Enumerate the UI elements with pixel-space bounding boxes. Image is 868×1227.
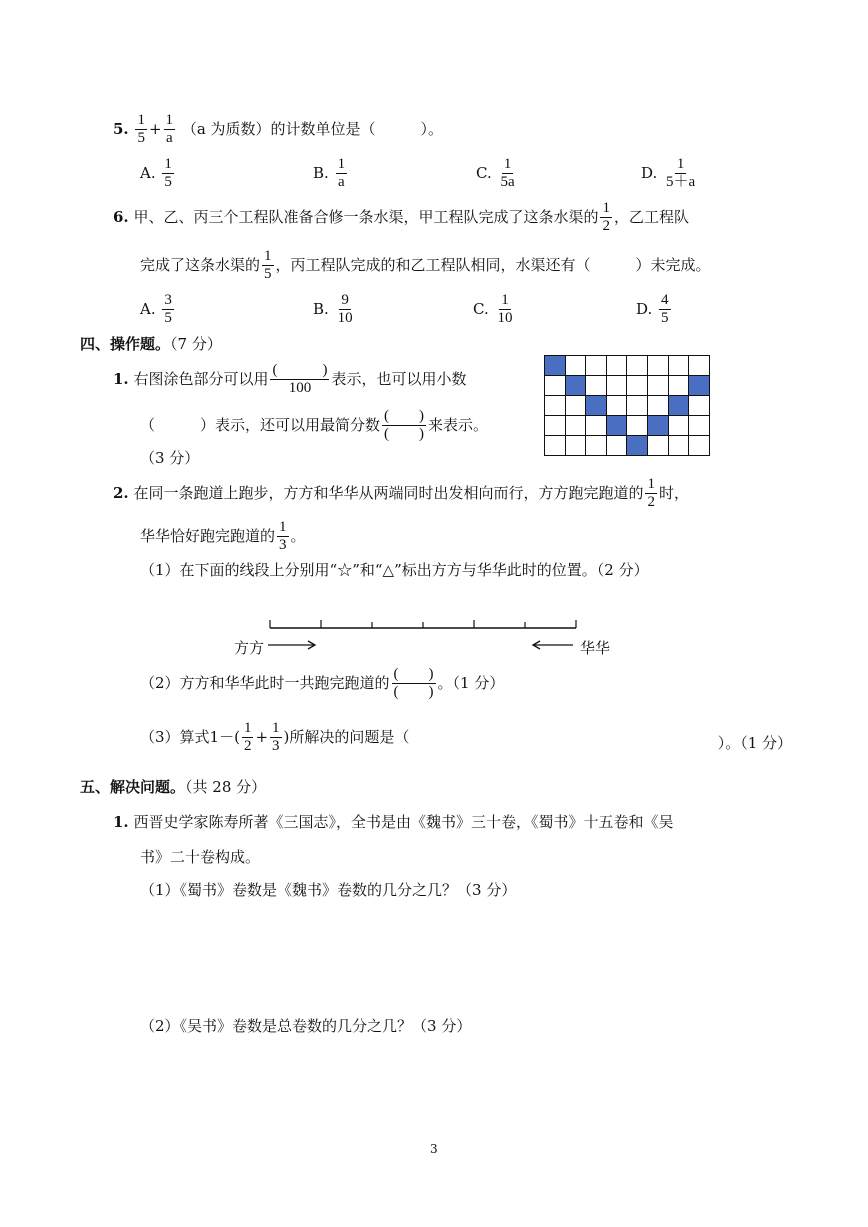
running-track-line[interactable]	[230, 612, 620, 662]
grid-cell	[545, 416, 566, 436]
grid-cell	[689, 356, 710, 376]
grid-cell	[689, 436, 710, 456]
grid-cell	[566, 436, 587, 456]
question-text: （a 为质数）的计数单位是（ ）。	[181, 119, 444, 138]
option-c[interactable]: C. $\frac{1}{10}$	[473, 292, 513, 327]
grid-cell	[586, 436, 607, 456]
grid-cell-shaded	[607, 416, 628, 436]
fraction: $\frac{1}{5}$	[137, 112, 145, 147]
grid-cell-shaded	[689, 376, 710, 396]
grid-cell	[607, 436, 628, 456]
sec4-question-1-line2: （ ）表示，还可以用最简分数 $\frac{( )}{( )}$ 来表示。	[140, 408, 489, 443]
option-a[interactable]: A. $\frac{1}{5}$	[140, 156, 172, 191]
option-b[interactable]: B. $\frac{1}{a}$	[313, 156, 346, 191]
grid-cell	[586, 356, 607, 376]
grid-cell	[648, 376, 669, 396]
grid-cell	[586, 416, 607, 436]
sec4-question-2-sub2: （2）方方和华华此时一共跑完跑道的 $\frac{( )}{( )}$ 。（1 分）	[140, 666, 505, 701]
sec4-question-1-score: （3 分）	[140, 449, 200, 467]
grid-cell	[627, 356, 648, 376]
sec5-question-1-sub2: （2）《吴书》卷数是总卷数的几分之几？（3 分）	[140, 1017, 472, 1035]
grid-cell-shaded	[545, 356, 566, 376]
question-5: 5. $\frac{1}{5}$ + $\frac{1}{a}$ （a 为质数）的计数单位是（ ）。	[113, 112, 444, 147]
grid-cell	[607, 356, 628, 376]
grid-cell-shaded	[627, 436, 648, 456]
grid-cell	[669, 356, 690, 376]
section-5-heading: 五、解决问题。（共 28 分）	[80, 778, 267, 796]
grid-cell-shaded	[648, 416, 669, 436]
grid-cell-shaded	[669, 396, 690, 416]
sec5-question-1-line1: 1. 西晋史学家陈寿所著《三国志》，全书是由《魏书》三十卷，《蜀书》十五卷和《吴	[113, 813, 674, 831]
grid-cell	[607, 396, 628, 416]
page-number: 3	[430, 1142, 438, 1156]
grid-cell	[669, 376, 690, 396]
grid-cell	[545, 436, 566, 456]
huahua-label: 华华	[580, 639, 611, 657]
grid-cell	[627, 376, 648, 396]
section-4-heading: 四、操作题。（7 分）	[80, 335, 222, 353]
grid-cell	[607, 376, 628, 396]
grid-cell	[648, 356, 669, 376]
sec5-question-1-sub1: （1）《蜀书》卷数是《魏书》卷数的几分之几？（3 分）	[140, 881, 517, 899]
grid-cell	[566, 396, 587, 416]
sec4-question-2-line1: 2. 在同一条跑道上跑步，方方和华华从两端同时出发相向而行，方方跑完跑道的 $\frac{1}{2}$ 时，	[113, 476, 689, 511]
option-d[interactable]: D. $\frac{1}{5+a}$	[641, 156, 696, 191]
grid-cell	[689, 396, 710, 416]
grid-cell	[566, 416, 587, 436]
sec4-question-1-line1: 1. 右图涂色部分可以用 $\frac{( )}{100}$ 表示，也可以用小数	[113, 362, 467, 397]
grid-cell	[669, 436, 690, 456]
sec4-question-2-sub1: （1）在下面的线段上分别用“☆”和“△”标出方方与华华此时的位置。（2 分）	[140, 561, 649, 579]
grid-cell-shaded	[586, 396, 607, 416]
fraction: $\frac{1}{a}$	[165, 112, 174, 147]
fangfang-label: 方方	[234, 639, 265, 657]
grid-cell	[627, 416, 648, 436]
grid-cell	[689, 416, 710, 436]
grid-cell	[669, 416, 690, 436]
option-a[interactable]: A. $\frac{3}{5}$	[140, 292, 172, 327]
grid-cell	[545, 396, 566, 416]
grid-cell	[648, 436, 669, 456]
question-6: 6. 甲、乙、丙三个工程队准备合修一条水渠，甲工程队完成了这条水渠的 $\frac{1}{2}$ ，乙工程队	[113, 200, 689, 235]
grid-cell	[545, 376, 566, 396]
option-c[interactable]: C. $\frac{1}{5a}$	[476, 156, 515, 191]
option-d[interactable]: D. $\frac{4}{5}$	[636, 292, 669, 327]
question-number: 5.	[113, 119, 129, 138]
sec5-question-1-line2: 书》二十卷构成。	[140, 848, 261, 866]
grid-cell	[566, 356, 587, 376]
option-b[interactable]: B. $\frac{9}{10}$	[313, 292, 353, 327]
sec4-question-2-line2: 华华恰好跑完跑道的 $\frac{1}{3}$ 。	[140, 519, 306, 554]
question-6-line2: 完成了这条水渠的 $\frac{1}{5}$ ，丙工程队完成的和乙工程队相同，水渠还有（ ）未完成。	[140, 248, 711, 283]
grid-cell	[627, 396, 648, 416]
grid-cell	[586, 376, 607, 396]
sec4-question-2-sub3: （3）算式1－( $\frac{1}{2}$ + $\frac{1}{3}$ )所解决的问题是（ ）。（1 分）	[140, 720, 792, 755]
grid-cell	[648, 396, 669, 416]
grid-cell-shaded	[566, 376, 587, 396]
shaded-grid	[544, 355, 710, 456]
